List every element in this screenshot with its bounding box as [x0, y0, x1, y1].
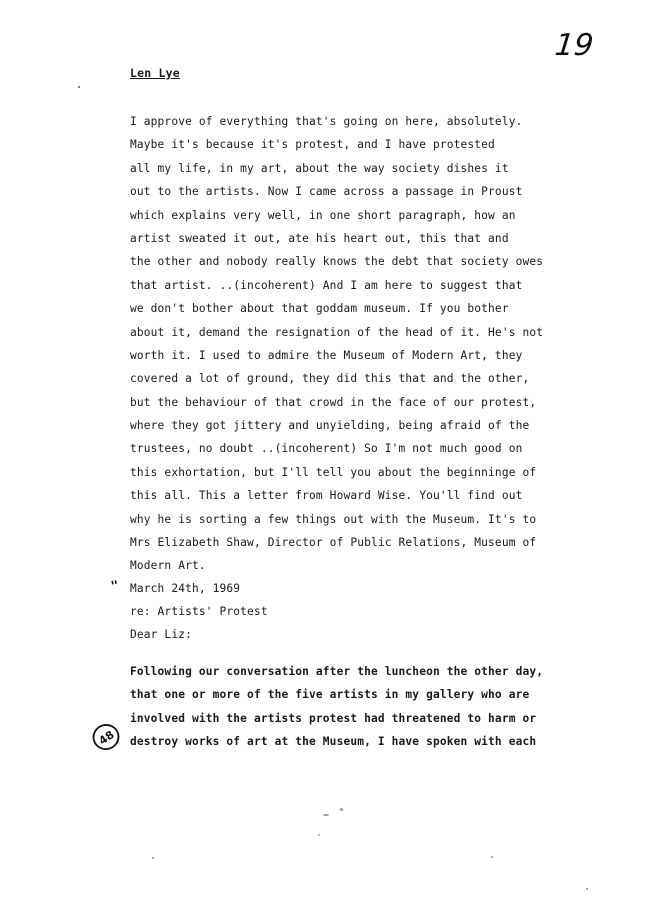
transcript-line: about it, demand the resignation of the head of it. He's not	[130, 325, 544, 339]
transcript-line: I approve of everything that's going on here, absolutely.	[130, 115, 523, 128]
letter-salutation: Dear Liz:	[130, 628, 192, 641]
letter-subject: re: Artists' Protest	[130, 605, 268, 618]
letter-body	[130, 660, 570, 754]
letter-line: involved with the artists protest had threatened to harm or	[130, 711, 537, 725]
scan-speck	[586, 888, 588, 890]
transcript-body	[130, 110, 570, 578]
scan-speck	[340, 808, 343, 811]
circled-annotation-text: 48	[96, 728, 117, 748]
transcript-line: that artist. ..(incoherent) And I am here to suggest that	[130, 278, 523, 292]
speaker-name: Len Lye	[130, 66, 180, 80]
letter-line: destroy works of art at the Museum, I have spoken with each	[130, 735, 537, 749]
transcript-line: this all. This a letter from Howard Wise. You'll find out	[130, 489, 523, 503]
transcript-line: covered a lot of ground, they did this that and the other,	[130, 372, 530, 386]
letter-date: March 24th, 1969	[130, 582, 241, 595]
transcript-line: where they got jittery and unyielding, being afraid of the	[130, 419, 530, 433]
letter-line: Following our conversation after the luncheon the other day,	[130, 665, 544, 678]
transcript-line: Maybe it's because it's protest, and I have protested	[130, 138, 495, 152]
transcript-line: but the behaviour of that crowd in the face of our protest,	[130, 395, 537, 409]
transcript-line: this exhortation, but I'll tell you about the beginninge of	[130, 465, 537, 479]
transcript-line: worth it. I used to admire the Museum of Modern Art, they	[130, 348, 523, 362]
scan-speck	[491, 856, 493, 858]
scan-speck	[318, 834, 320, 836]
transcript-line: Mrs Elizabeth Shaw, Director of Public Relations, Museum of	[130, 536, 537, 550]
scan-speck	[323, 814, 329, 816]
page-number: 19	[553, 28, 596, 63]
transcript-line: artist sweated it out, ate his heart out, this that and	[130, 231, 509, 245]
transcript-line: trustees, no doubt ..(incoherent) So I'm not much good on	[130, 442, 523, 456]
scan-speck	[152, 857, 154, 859]
letter-line: that one or more of the five artists in my gallery who are	[130, 688, 530, 702]
transcript-line: Modern Art.	[130, 559, 206, 573]
transcript-line: we don't bother about that goddam museum. If you bother	[130, 302, 509, 316]
transcript-line: all my life, in my art, about the way society dishes it	[130, 161, 509, 175]
circled-annotation	[92, 723, 120, 751]
transcript-line: which explains very well, in one short paragraph, how an	[130, 208, 516, 222]
transcript-line: the other and nobody really knows the debt that society owes	[130, 255, 544, 269]
transcript-line: why he is sorting a few things out with the Museum. It's to	[130, 512, 537, 526]
scan-speck	[78, 86, 80, 88]
margin-quote-mark: "	[109, 578, 121, 595]
transcript-line: out to the artists. Now I came across a passage in Proust	[130, 185, 523, 199]
